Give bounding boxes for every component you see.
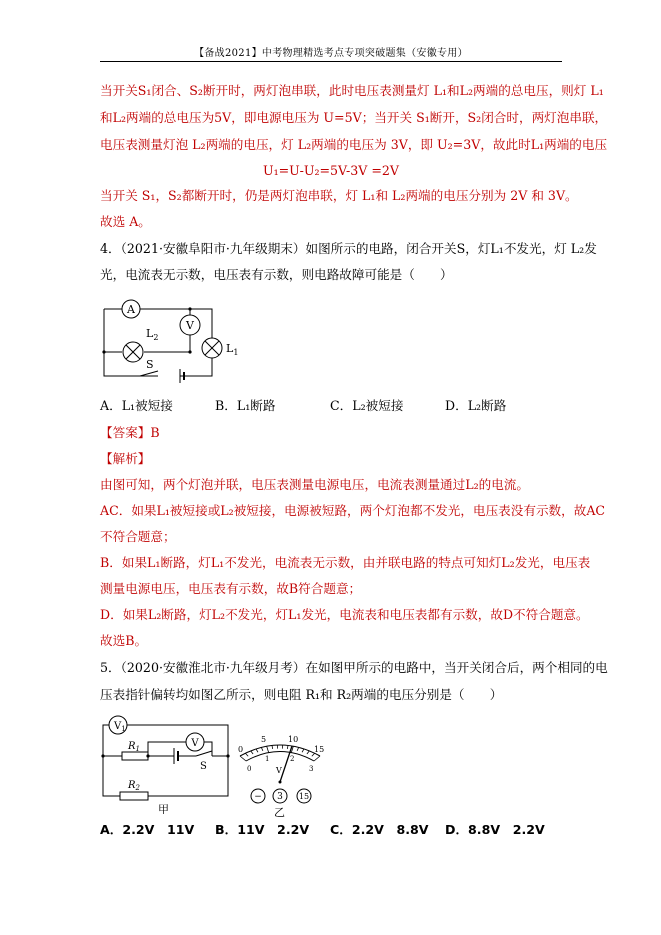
switch-s-label: S [200,761,207,772]
q4-analysis-line-2: AC．如果L₁被短接或L₂被短接，电源被短路，两个灯泡都不发光，电压表没有示数，故AC [100,503,606,518]
lamp-l1-label: $L_1$ [226,342,239,357]
q5-option-a[interactable]: A．2.2V 11V [100,822,195,837]
scale-bottom-1: 1 [265,755,270,763]
q4-option-a[interactable]: A．L₁被短接 [100,398,173,413]
dial-tick [272,745,273,749]
q5-voltmeter-dial-yi [230,730,330,818]
scale-top-15: 15 [314,745,325,754]
dial-tick [314,756,320,761]
terminal-3: 3 [277,792,283,802]
scale-top-10: 10 [288,735,299,744]
q4-analysis-line-6: D．如果L₂断路，灯L₂不发光，灯L₁发光，电流表和电压表都有示数，故D不符合题意。 [100,607,589,622]
q4-analysis-line-1: 由图可知，两个灯泡并联，电压表测量电源电压，电流表测量通过L₂的电流。 [100,477,530,492]
scale-top-5: 5 [261,735,267,744]
r1-label: $R_1$ [128,741,140,753]
prev-analysis-line-3: 电压表测量灯泡 L₂两端的电压，灯 L₂两端的电压为 3V，即 U₂=3V，故此时L₁两端的电压 [100,137,608,152]
dial-tick [267,746,269,752]
q4-analysis-label: 【解析】 [100,451,151,466]
dial-tick [261,747,263,750]
scale-bottom-3: 3 [309,765,314,773]
figure-label-yi: 乙 [274,806,285,818]
page-header: 【备战2021】中考物理精选考点专项突破题集（安徽专用） [194,48,468,59]
r2-label: $R_2$ [128,780,140,792]
scale-bottom-2: 2 [290,755,295,763]
v-label: V [191,738,199,749]
q5-option-c[interactable]: C．2.2V 8.8V [330,822,429,837]
q4-answer: 【答案】B [100,425,160,440]
dial-tick [297,747,299,750]
q5-stem-line-1: 5．（2020·安徽淮北市·九年级月考）在如图甲所示的电路中，当开关闭合后，两个相同的电 [100,660,608,675]
scale-bottom-0: 0 [247,765,252,773]
terminal-negative: − [254,792,262,802]
voltmeter-label: V [186,319,194,332]
v1-label: $V_1$ [114,721,126,733]
q4-analysis-line-7: 故选B。 [100,633,148,648]
dial-tick [307,751,309,754]
q4-option-b[interactable]: B．L₁断路 [215,398,276,413]
meter-unit-label: V [276,766,282,775]
terminal-15: 15 [298,792,310,801]
q4-option-d[interactable]: D．L₂断路 [445,398,507,413]
q5-circuit-diagram-jia [100,714,235,814]
prev-analysis-line-2: 和L₂两端的总电压为5V，即电源电压为 U=5V；当开关 S₁断开，S₂闭合时，两灯泡串联， [100,110,608,125]
q4-analysis-line-4: B．如果L₁断路，灯L₁不发光，电流表无示数，由并联电路的特点可知灯L₂发光，电压表 [100,555,591,570]
q4-analysis-line-5: 测量电源电压，电压表有示数，故B符合题意； [100,581,362,596]
dial-tick [245,753,248,756]
header-rule [100,61,562,62]
prev-analysis-line-5: 故选 A。 [100,214,151,229]
ammeter-label: A [127,303,135,316]
q4-option-c[interactable]: C．L₂被短接 [330,398,404,413]
scale-top-0: 0 [238,745,244,754]
dial-tick [256,749,258,752]
dial-tick [287,745,288,749]
q5-option-d[interactable]: D．8.8V 2.2V [445,822,545,837]
q5-stem-line-2: 压表指针偏转均如图乙所示，则电阻 R₁和 R₂两端的电压分别是（ ） [100,687,503,702]
figure-label-jia: 甲 [158,803,169,814]
lamp-l2-label: $L_2$ [146,327,159,342]
q4-stem-line-1: 4．（2021·安徽阜阳市·九年级期末）如图所示的电路，闭合开关S，灯L₁不发光，灯 L₂发 [100,241,597,256]
switch-label: S [146,358,154,371]
q4-circuit-diagram [100,294,240,386]
q5-option-b[interactable]: B．11V 2.2V [215,822,310,837]
q4-stem-line-2: 光，电流表无示数，电压表有示数，则电路故障可能是（ ） [100,267,453,282]
prev-analysis-line-1: 当开关S₁闭合、S₂断开时，两灯泡串联，此时电压表测量灯 L₁和L₂两端的总电压，则灯 L₁ [100,83,604,98]
dial-tick [251,751,253,754]
prev-analysis-line-4: 当开关 S₁，S₂都断开时，仍是两灯泡串联，灯 L₁和 L₂两端的电压分别为 2V 和 3V。 [100,188,578,203]
dial-tick [302,749,304,752]
dial-tick [240,756,246,761]
q4-analysis-line-3: 不符合题意； [100,529,176,544]
prev-analysis-formula: U₁=U-U₂=5V-3V =2V [262,163,400,178]
